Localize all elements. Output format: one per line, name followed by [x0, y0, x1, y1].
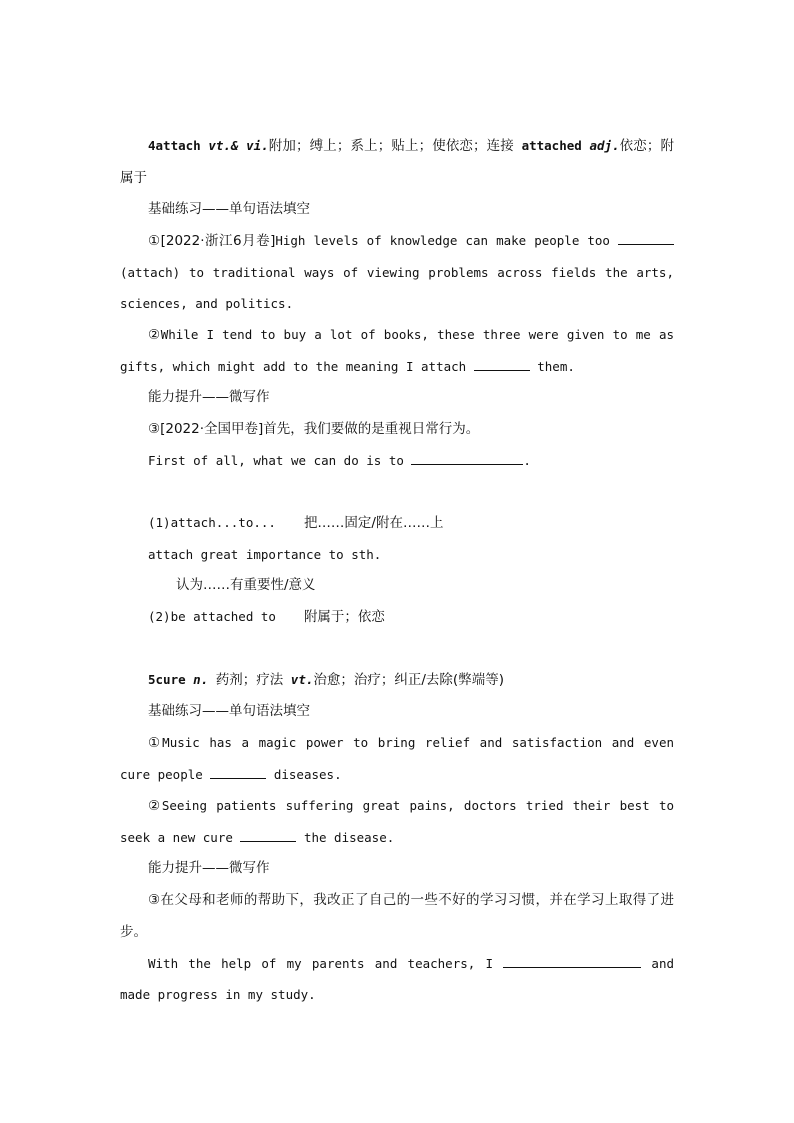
usage-note — [120, 601, 674, 633]
chinese-prompt: 在父母和老师的帮助下，我改正了自己的一些不好的学习习惯，并在学习上取得了进步。 — [120, 892, 675, 940]
item-number: ② — [148, 327, 161, 343]
answer-blank[interactable] — [210, 766, 266, 779]
exercise-text: and made progress in my study. — [120, 956, 674, 1002]
section-title: 能力提升——微写作 — [148, 860, 270, 876]
exercise-item — [120, 319, 674, 382]
exercise-item — [120, 225, 674, 319]
answer-blank[interactable] — [240, 829, 296, 842]
exercise-text: With the help of my parents and teachers, I — [148, 956, 494, 971]
exercise-text: . — [523, 453, 531, 468]
spacer — [120, 476, 674, 507]
item-number: ① — [148, 735, 163, 751]
headword: 5cure — [148, 672, 186, 687]
part-of-speech: vt.& vi. — [208, 138, 269, 153]
exercise-item — [120, 445, 674, 476]
part-of-speech: vt. — [290, 672, 314, 687]
exercise-text: First of all, what we can do is to — [148, 453, 404, 468]
answer-blank[interactable] — [503, 955, 641, 968]
section-title: 能力提升——微写作 — [148, 389, 270, 405]
exercise-item — [120, 948, 674, 1010]
item-number: ③ — [148, 421, 161, 437]
source-tag: [2022·全国甲卷] — [160, 421, 264, 437]
note-meaning: 把……固定/附在……上 — [303, 515, 444, 531]
definition: 附加；缚上；系上；贴上；使依恋；连接 — [268, 138, 514, 154]
section-title: 基础练习——单句语法填空 — [148, 703, 310, 719]
answer-blank[interactable] — [474, 358, 530, 371]
exercise-text: the disease. — [303, 830, 395, 845]
headword: 4attach — [148, 138, 201, 153]
note-meaning: 附属于；依恋 — [303, 609, 385, 625]
document-content — [120, 130, 674, 1010]
source-tag: [2022·浙江6月卷] — [160, 233, 276, 249]
entry-header-attach — [120, 130, 674, 194]
usage-note — [120, 539, 674, 570]
usage-note — [120, 507, 674, 539]
part-of-speech: n. — [193, 672, 209, 687]
part-of-speech: adj. — [589, 138, 620, 153]
exercise-text: Music has a magic power to bring relief and satisfaction and even cure people — [120, 735, 674, 782]
exercise-text: High levels of knowledge can make people too — [275, 233, 610, 248]
answer-blank[interactable] — [411, 452, 523, 465]
exercise-text: them. — [537, 359, 575, 374]
definition: 治愈；治疗；纠正/去除(弊端等) — [313, 672, 504, 688]
item-number: ① — [148, 233, 161, 249]
chinese-prompt: 首先，我们要做的是重视日常行为。 — [263, 421, 480, 437]
exercise-text: (attach) to traditional ways of viewing problems across fields the arts, sciences, and politics. — [120, 265, 674, 311]
spacer — [120, 633, 674, 664]
definition: 药剂；疗法 — [215, 672, 284, 688]
note-phrase: attach great importance to sth. — [148, 547, 382, 562]
note-phrase: (1)attach...to... — [148, 515, 276, 530]
exercise-text: diseases. — [273, 767, 342, 782]
item-number: ② — [148, 798, 162, 814]
note-meaning: 认为……有重要性/意义 — [176, 577, 316, 593]
exercise-text: While I tend to buy a lot of books, these three were given to me as gifts, which might add to the meaning I attach — [120, 327, 675, 374]
item-number: ③ — [148, 892, 161, 908]
derived-word: attached — [521, 138, 582, 153]
entry-header-cure — [120, 664, 674, 696]
exercise-item — [120, 884, 674, 948]
exercise-item — [120, 790, 674, 853]
note-phrase: (2)be attached to — [148, 609, 276, 624]
definition: 依恋；附属于 — [120, 138, 675, 186]
exercise-item — [120, 413, 674, 445]
exercise-text: Seeing patients suffering great pains, doctors tried their best to seek a new cure — [120, 798, 674, 845]
section-title: 基础练习——单句语法填空 — [148, 201, 310, 217]
exercise-item — [120, 727, 674, 790]
answer-blank[interactable] — [618, 232, 674, 245]
